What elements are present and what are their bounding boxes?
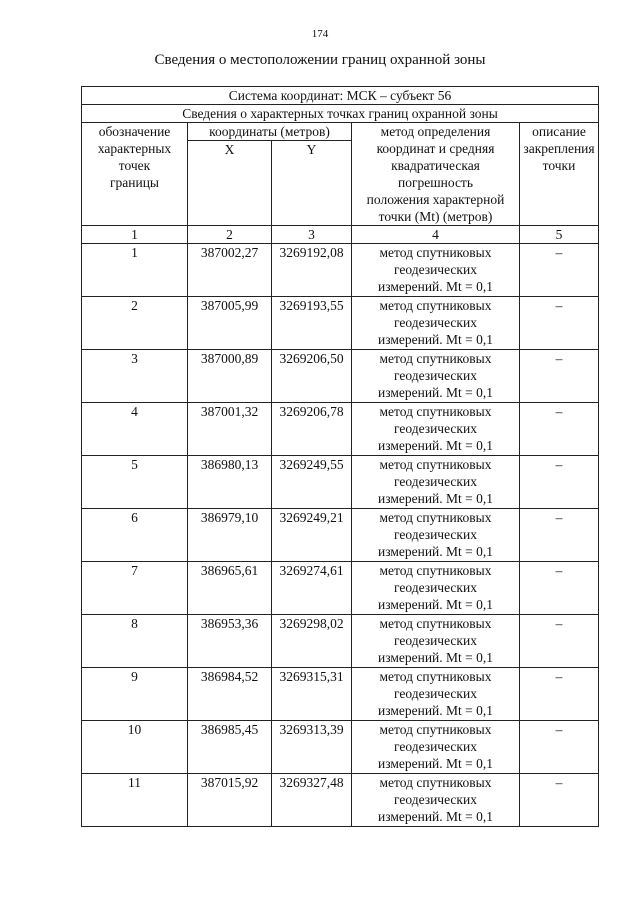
method-cell <box>352 297 520 350</box>
method-line: геодезических <box>394 792 477 807</box>
coords-header-cell: координаты (метров) <box>188 123 352 141</box>
description-cell: – <box>520 615 599 668</box>
method-cell <box>352 456 520 509</box>
description-cell: – <box>520 509 599 562</box>
table-row <box>82 721 599 774</box>
column-number-cell: 3 <box>272 226 352 244</box>
point-header-line: границы <box>109 175 160 190</box>
y-coordinate-cell: 3269327,48 <box>272 774 352 827</box>
page-title: Сведения о местоположении границ охранной зоны <box>154 52 486 68</box>
method-line: метод спутниковых <box>379 616 492 631</box>
point-id-cell: 4 <box>82 403 188 456</box>
method-line: геодезических <box>394 527 477 542</box>
description-header-line: описание <box>532 124 586 139</box>
description-cell: – <box>520 403 599 456</box>
method-header-cell <box>352 123 520 226</box>
method-line: геодезических <box>394 368 477 383</box>
column-number-cell: 4 <box>352 226 520 244</box>
y-coordinate-cell: 3269313,39 <box>272 721 352 774</box>
method-line: измерений. Mt = 0,1 <box>377 703 494 718</box>
table-row <box>82 403 599 456</box>
y-coordinate-cell: 3269206,50 <box>272 350 352 403</box>
method-header-line: метод определения <box>380 124 491 139</box>
table-row <box>82 297 599 350</box>
point-header-line: характерных <box>97 141 172 156</box>
method-line: измерений. Mt = 0,1 <box>377 756 494 771</box>
method-line: геодезических <box>394 580 477 595</box>
method-cell <box>352 509 520 562</box>
description-header-line: точки <box>542 158 576 173</box>
method-line: геодезических <box>394 474 477 489</box>
method-cell <box>352 615 520 668</box>
method-header-line: положения характерной <box>366 192 505 207</box>
method-line: метод спутниковых <box>379 245 492 260</box>
point-id-cell: 7 <box>82 562 188 615</box>
method-line: измерений. Mt = 0,1 <box>377 438 494 453</box>
y-coordinate-cell: 3269274,61 <box>272 562 352 615</box>
point-id-cell: 9 <box>82 668 188 721</box>
method-line: геодезических <box>394 421 477 436</box>
method-header-line: координат и средняя <box>376 141 495 156</box>
coordinate-system-cell: Система координат: МСК – субъект 56 <box>82 87 599 105</box>
description-cell: – <box>520 350 599 403</box>
x-coordinate-cell: 386965,61 <box>188 562 272 615</box>
x-coordinate-cell: 387002,27 <box>188 244 272 297</box>
method-cell <box>352 721 520 774</box>
point-header-line: точек <box>118 158 151 173</box>
x-coordinate-cell: 386980,13 <box>188 456 272 509</box>
method-line: геодезических <box>394 739 477 754</box>
method-header-line: квадратическая <box>391 158 480 173</box>
table-row <box>82 774 599 827</box>
method-line: геодезических <box>394 315 477 330</box>
point-id-cell: 11 <box>82 774 188 827</box>
y-coordinate-cell: 3269192,08 <box>272 244 352 297</box>
x-coordinate-cell: 386979,10 <box>188 509 272 562</box>
y-coordinate-cell: 3269298,02 <box>272 615 352 668</box>
method-line: измерений. Mt = 0,1 <box>377 597 494 612</box>
method-cell <box>352 244 520 297</box>
method-line: измерений. Mt = 0,1 <box>377 279 494 294</box>
method-line: геодезических <box>394 686 477 701</box>
method-line: метод спутниковых <box>379 457 492 472</box>
table-row <box>82 562 599 615</box>
coordinates-table <box>81 86 599 827</box>
point-id-cell: 3 <box>82 350 188 403</box>
table-row <box>82 615 599 668</box>
y-coordinate-cell: 3269193,55 <box>272 297 352 350</box>
description-cell: – <box>520 244 599 297</box>
description-cell: – <box>520 297 599 350</box>
column-number-cell: 5 <box>520 226 599 244</box>
description-cell: – <box>520 721 599 774</box>
table-subtitle-cell: Сведения о характерных точках границ охранной зоны <box>82 105 599 123</box>
description-header-line: закрепления <box>523 141 595 156</box>
method-line: геодезических <box>394 633 477 648</box>
y-coordinate-cell: 3269249,21 <box>272 509 352 562</box>
method-cell <box>352 562 520 615</box>
method-line: измерений. Mt = 0,1 <box>377 491 494 506</box>
method-line: метод спутниковых <box>379 775 492 790</box>
point-header-line: обозначение <box>98 124 171 139</box>
method-header-line: точки (Mt) (метров) <box>378 209 493 224</box>
method-line: измерений. Mt = 0,1 <box>377 544 494 559</box>
y-coordinate-cell: 3269206,78 <box>272 403 352 456</box>
description-header-cell <box>520 123 599 226</box>
x-coordinate-cell: 387015,92 <box>188 774 272 827</box>
column-number-cell: 2 <box>188 226 272 244</box>
description-cell: – <box>520 774 599 827</box>
column-number-cell: 1 <box>82 226 188 244</box>
method-line: метод спутниковых <box>379 669 492 684</box>
method-line: метод спутниковых <box>379 563 492 578</box>
method-line: измерений. Mt = 0,1 <box>377 809 494 824</box>
y-header-cell: Y <box>272 141 352 226</box>
method-line: метод спутниковых <box>379 722 492 737</box>
x-coordinate-cell: 387001,32 <box>188 403 272 456</box>
method-cell <box>352 668 520 721</box>
point-id-cell: 1 <box>82 244 188 297</box>
x-coordinate-cell: 387000,89 <box>188 350 272 403</box>
method-cell <box>352 403 520 456</box>
y-coordinate-cell: 3269315,31 <box>272 668 352 721</box>
x-coordinate-cell: 386985,45 <box>188 721 272 774</box>
table-row <box>82 244 599 297</box>
point-header-cell <box>82 123 188 226</box>
table-row <box>82 456 599 509</box>
x-coordinate-cell: 386984,52 <box>188 668 272 721</box>
method-line: измерений. Mt = 0,1 <box>377 385 494 400</box>
method-line: метод спутниковых <box>379 510 492 525</box>
table-row <box>82 350 599 403</box>
method-line: метод спутниковых <box>379 298 492 313</box>
method-line: измерений. Mt = 0,1 <box>377 332 494 347</box>
method-header-line: погрешность <box>397 175 473 190</box>
description-cell: – <box>520 456 599 509</box>
method-line: метод спутниковых <box>379 351 492 366</box>
page-number: 174 <box>311 28 329 40</box>
y-coordinate-cell: 3269249,55 <box>272 456 352 509</box>
method-line: метод спутниковых <box>379 404 492 419</box>
method-cell <box>352 350 520 403</box>
method-line: геодезических <box>394 262 477 277</box>
point-id-cell: 10 <box>82 721 188 774</box>
x-header-cell: X <box>188 141 272 226</box>
x-coordinate-cell: 387005,99 <box>188 297 272 350</box>
x-coordinate-cell: 386953,36 <box>188 615 272 668</box>
point-id-cell: 6 <box>82 509 188 562</box>
table-row <box>82 668 599 721</box>
description-cell: – <box>520 668 599 721</box>
point-id-cell: 5 <box>82 456 188 509</box>
table-row <box>82 509 599 562</box>
method-cell <box>352 774 520 827</box>
point-id-cell: 2 <box>82 297 188 350</box>
description-cell: – <box>520 562 599 615</box>
method-line: измерений. Mt = 0,1 <box>377 650 494 665</box>
point-id-cell: 8 <box>82 615 188 668</box>
